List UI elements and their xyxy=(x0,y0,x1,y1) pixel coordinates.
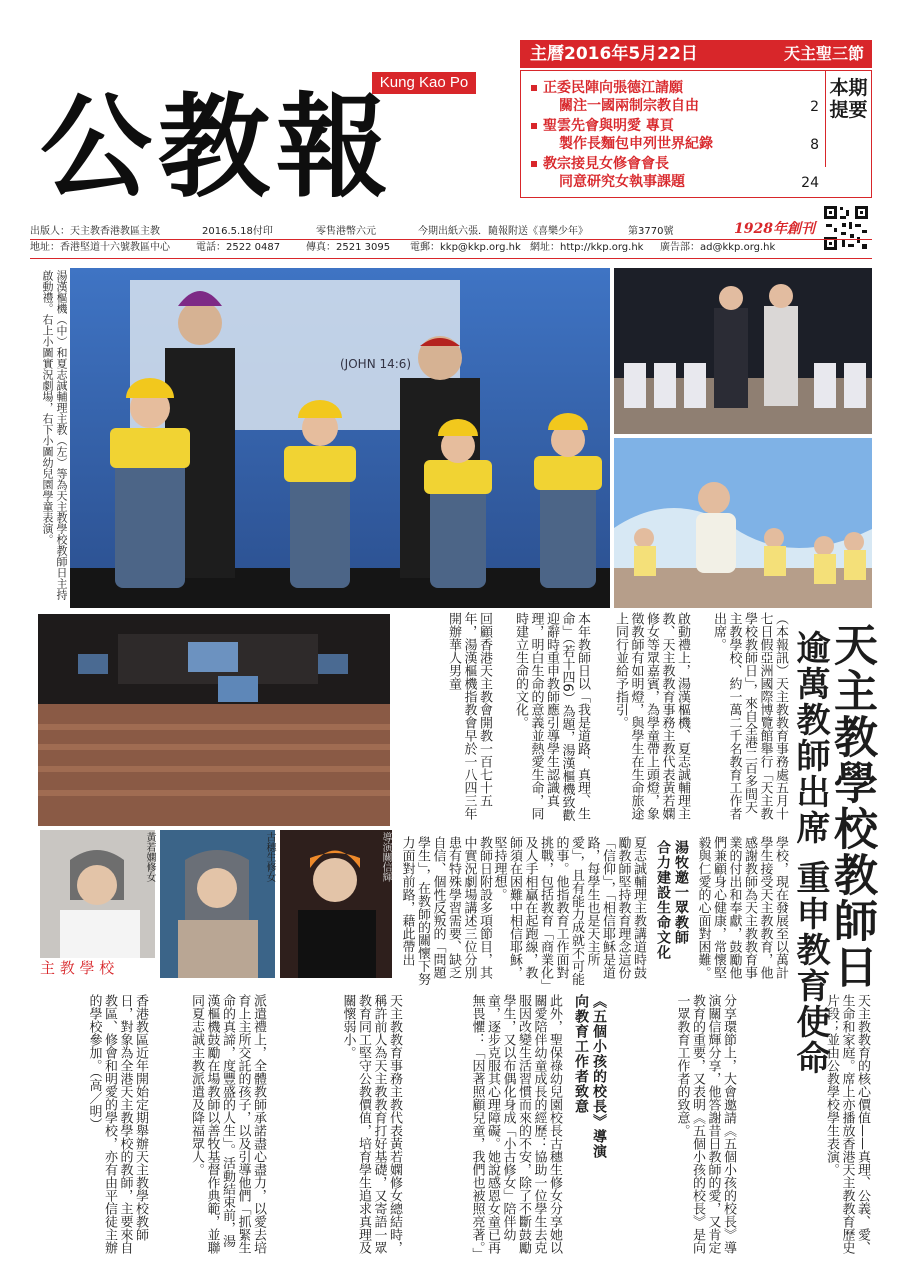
article-col: 啟動禮上，湯漢樞機、夏志誠輔理主教、天主教教育事務主教代表黃若嫻修女等眾嘉賓，為學童帶上頭燈，象徵教師有如明燈，與學生在生命旅途上同行並給予指引。 xyxy=(613,612,690,820)
subhead-2 xyxy=(566,994,608,1254)
portrait-name: 黃若嫻修女 xyxy=(144,832,155,882)
highlight-line2: 關注一國兩制宗教自由 xyxy=(559,98,699,114)
article-col: 教師日附設多項節目，其中實況劇場講述三位分別患有特殊學習需要、缺乏自信、個性反叛的「問題學生」，在教師的關懷下努力面對前路，藉此帶出 xyxy=(399,836,492,986)
print-date: 2016.5.18付印 xyxy=(202,226,273,237)
ad-contact: 廣告部：ad@kkp.org.hk xyxy=(660,242,776,253)
article-col: 天主教教育的核心價值——真理、公義、愛、生命和家庭。席上亦播放香港天主教教育歷史片段；並由公教學校學生表演。 xyxy=(824,994,870,1254)
fax: 傳真：2521 3095 xyxy=(306,242,391,253)
main-photo-launch-ceremony xyxy=(70,268,610,608)
sub-headline: 逾萬教師出席 重申教育使命 xyxy=(790,630,830,1076)
highlight-item[interactable] xyxy=(543,155,823,191)
photo-kindergarten-performance xyxy=(614,438,872,608)
bullet-icon xyxy=(531,85,537,91)
bullet-icon xyxy=(531,161,537,167)
highlight-item[interactable] xyxy=(543,117,823,153)
highlight-line2: 同意研究女執事課題 xyxy=(559,174,685,190)
masthead-kkp-label: Kung Kao Po xyxy=(372,72,476,94)
publisher: 出版人：天主教香港教區主教 xyxy=(30,226,160,237)
address: 地址：香港堅道十六號教區中心 xyxy=(30,242,170,253)
article-col: 回顧香港天主教會開教一百七十五年，湯漢樞機指教會早於一八四三年開辦華人男童 xyxy=(446,612,492,820)
poster-text: (JOHN 14:6) xyxy=(340,357,412,371)
highlights-label-line1: 本期 xyxy=(829,77,868,99)
article-col: 派遣禮上，全體教師承諾盡心盡力，以愛去培育上主所交託的孩子，以及引導他們「抓緊生命的真諦，度豐盛的人生」。活動結束前，湯漢樞機鼓勵在場教師以善牧基督作典範，並聯同夏志誠主教派遣及降福眾人。 xyxy=(189,994,266,1254)
subhead-1 xyxy=(650,840,690,990)
portrait-sister-ku xyxy=(160,830,275,978)
highlight-line1: 教宗接見女修會會長 xyxy=(543,156,669,172)
highlights-label-line2: 提要 xyxy=(829,99,868,121)
issue-highlights xyxy=(520,70,872,198)
photo-caption: 湯漢樞機（中）和夏志誠輔理主教（左）等為天主教學校教師日主持啟動禮。右上小圖實況劇場，右下小圖幼兒園學童表演。 xyxy=(41,270,68,600)
highlight-page: 2 xyxy=(810,99,819,115)
highlight-line1: 正委民陣向張德江請願 xyxy=(543,80,683,96)
divider xyxy=(30,258,872,259)
portrait-name: 導演關信輝 xyxy=(380,832,391,882)
highlight-page: 8 xyxy=(810,137,819,153)
article-col: 本年教師日以「我是道路、真理、生命」（若十四6）為題，湯漢樞機致歡迎辭時重申教師應引導學生認識真理，明白生命的意義並熱愛生命，同時建立生命的文化。 xyxy=(513,612,590,822)
highlight-line2: 製作長麵包申列世界紀錄 xyxy=(559,136,713,152)
masthead-title: 公教報 xyxy=(40,82,394,213)
telephone: 電話：2522 0487 xyxy=(196,242,281,253)
article-col: 香港教區近年開始定期舉辦天主教學校教師日，對象為全港天主教學校的教師，主要來自教區、修會和明愛的學校，亦有由平信徒主辦的學校參加。（高／明） xyxy=(86,994,148,1254)
article-col: 天主教教育事務主教代表黃若嫻修女總結時，稱許前人為天主教教育打好基礎，又寄語一眾教育同工堅守公教價值，培育學生追求真理及關懷弱小。 xyxy=(340,994,402,1254)
website: 網址：http://kkp.org.hk xyxy=(530,242,644,253)
price: 零售港幣六元 xyxy=(316,226,376,237)
subhead-2-line1: 《五個小孩的校長》導演 xyxy=(591,994,607,1159)
portrait-name: 古穗生修女 xyxy=(264,832,275,882)
subhead-1-line1: 湯牧邀一眾教師 xyxy=(673,840,689,945)
article-col: 學校，現在發展至以萬計學生接受天主教教育，他感謝教師為天主教教育事業的付出和奉獻，鼓勵他們兼顧身心健康，常懷堅毅與仁愛的心面對困難。 xyxy=(695,836,788,979)
article-col: （本報訊）天主教教育事務處五月十七日假亞洲國際博覽館舉行「天主教學校教師日」，來自全港二百多間天主教學校、約一萬二千名教育工作者出席。 xyxy=(711,612,788,820)
highlight-page: 24 xyxy=(801,175,819,191)
portrait-sister-wong xyxy=(40,830,155,958)
banner-fragment: 主 教 學 校 xyxy=(40,958,155,978)
article-col: 分享環節上，大會邀請《五個小孩的校長》導演關信輝分享，他答謝昔日教師的愛，又肯定教育的重要，又表明《五個小孩的校長》是向一眾教育工作者的致意。 xyxy=(674,994,736,1254)
date-bar xyxy=(520,40,872,68)
bullet-icon xyxy=(531,123,537,129)
issue-pages: 今期出紙六張．隨報附送《喜樂少年》 xyxy=(418,226,588,237)
highlight-item[interactable] xyxy=(543,79,823,115)
feast-name: 天主聖三節 xyxy=(783,44,864,63)
photo-audience-hall xyxy=(38,614,390,826)
issue-date: 主曆2016年5月22日 xyxy=(530,44,698,64)
main-headline: 天主教學校教師日 xyxy=(826,622,877,990)
subhead-2-line2: 向教育工作者致意 xyxy=(573,994,589,1114)
highlights-label xyxy=(825,71,871,167)
article-col: 此外，聖保祿幼兒園校長古穗生修女分享她以關愛陪伴幼童成長的經歷：協助一位學生去克服因改變生活習慣而來的不安，除了不斷鼓勵學生，又以布偶化身成「小古修女」陪伴幼童，逐步克服其心理障礙。她說感恩女童已再無畏懼：「因著照顧兒童，我們也被照亮著。」 xyxy=(469,994,562,1261)
since-label: 1928年創刊 xyxy=(734,221,815,237)
subhead-1-line2: 合力建設生命文化 xyxy=(655,840,671,960)
article-col: 夏志誠輔理主教講道時鼓勵教師堅持教育理念這份「信仰」，「相信耶穌是道路，每學生也是天主所愛」，且有能力成就不可能的事。他指教育工作面對挑戰，包括教育「商業化」及人手相贏在起跑線，教師須在困難中相信耶穌，堅持理想。 xyxy=(491,836,646,986)
issue-number: 第3770號 xyxy=(628,226,674,237)
publication-info xyxy=(30,224,840,240)
contact-info xyxy=(30,240,840,256)
email: 電郵：kkp@kkp.org.hk xyxy=(410,242,521,253)
highlight-line1: 聖雲先會與明愛 專頁 xyxy=(543,118,674,134)
photo-drama-stage xyxy=(614,268,872,434)
